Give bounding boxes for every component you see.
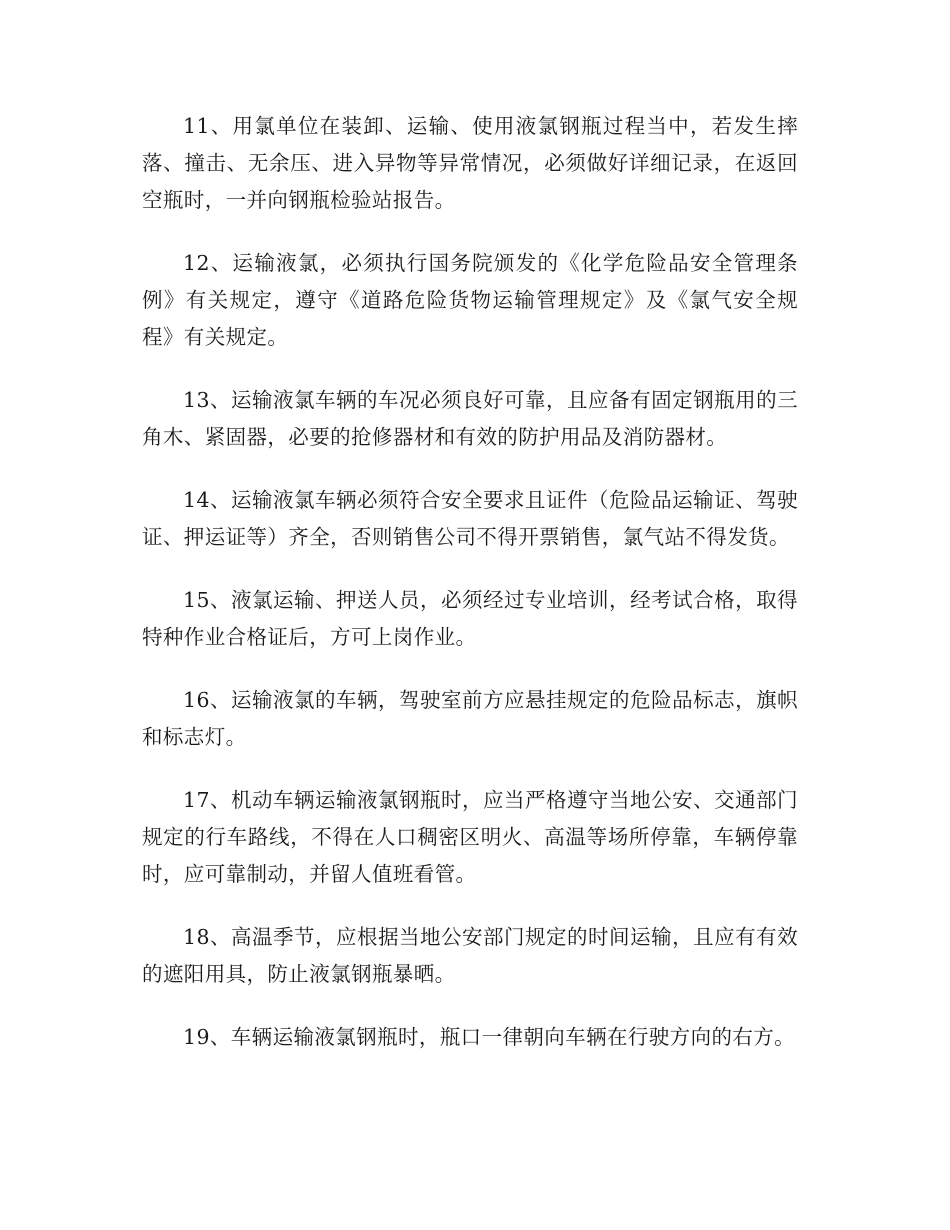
paragraph-15: 15、液氯运输、押送人员，必须经过专业培训，经考试合格，取得特种作业合格证后，方可上岗作业。	[142, 588, 798, 649]
paragraph-12: 12、运输液氯，必须执行国务院颁发的《化学危险品安全管理条例》有关规定，遵守《道路危险货物运输管理规定》及《氯气安全规程》有关规定。	[142, 251, 798, 349]
paragraph-14: 14、运输液氯车辆必须符合安全要求且证件（危险品运输证、驾驶证、押运证等）齐全，否则销售公司不得开票销售，氯气站不得发货。	[142, 488, 798, 549]
paragraph-13: 13、运输液氯车辆的车况必须良好可靠，且应备有固定钢瓶用的三角木、紧固器，必要的抢修器材和有效的防护用品及消防器材。	[142, 388, 798, 449]
paragraph-11: 11、用氯单位在装卸、运输、使用液氯钢瓶过程当中，若发生摔落、撞击、无余压、进入异物等异常情况，必须做好详细记录，在返回空瓶时，一并向钢瓶检验站报告。	[142, 114, 798, 212]
paragraph-17: 17、机动车辆运输液氯钢瓶时，应当严格遵守当地公安、交通部门规定的行车路线，不得在人口稠密区明火、高温等场所停靠，车辆停靠时，应可靠制动，并留人值班看管。	[142, 788, 798, 886]
paragraph-19: 19、车辆运输液氯钢瓶时，瓶口一律朝向车辆在行驶方向的右方。	[183, 1025, 796, 1049]
paragraph-16: 16、运输液氯的车辆，驾驶室前方应悬挂规定的危险品标志，旗帜和标志灯。	[142, 688, 798, 749]
paragraph-18: 18、高温季节，应根据当地公安部门规定的时间运输，且应有有效的遮阳用具，防止液氯钢瓶暴晒。	[142, 925, 798, 986]
document-page	[142, 108, 798, 1082]
